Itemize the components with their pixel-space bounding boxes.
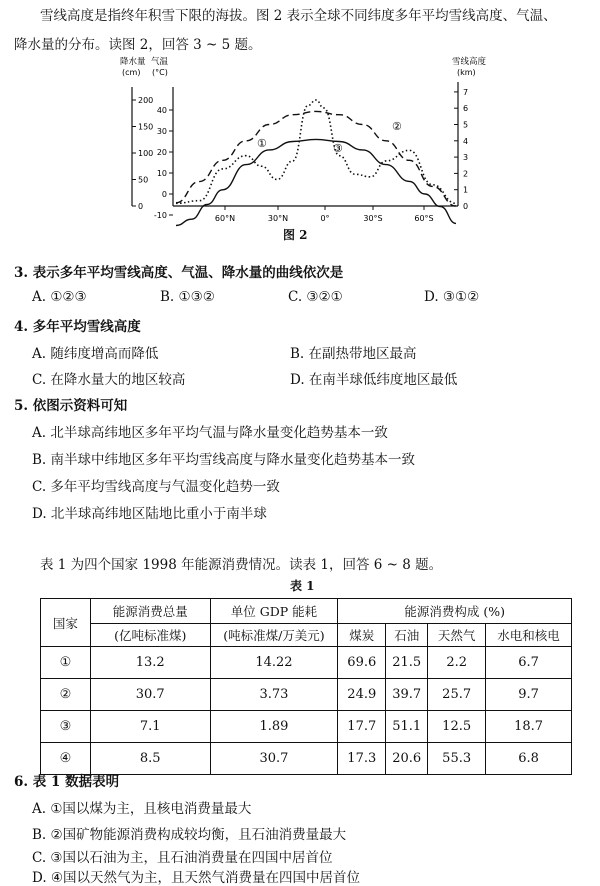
cell-gdp: 14.22 xyxy=(210,647,338,679)
cell-coal: 17.3 xyxy=(338,743,386,775)
temp-ticks xyxy=(154,106,173,220)
figure-2-chart xyxy=(118,52,498,242)
q3-option-c[interactable]: C. ③②① xyxy=(288,289,343,305)
cell-country: ③ xyxy=(41,711,91,743)
snow-tick-label: 4 xyxy=(463,136,469,146)
precip-tick-label: 150 xyxy=(138,122,154,132)
intro-line-2: 降水量的分布。读图 2，回答 3 ~ 5 题。 xyxy=(14,37,262,53)
precip-tick-label: 200 xyxy=(138,96,154,105)
cell-country: ② xyxy=(41,679,91,711)
snow-tick-label: 5 xyxy=(463,120,469,130)
figure-caption: 图 2 xyxy=(283,228,308,242)
precip-ticks xyxy=(132,96,153,211)
temp-tick-label: 10 xyxy=(156,169,167,178)
header-gdp-2: (吨标准煤/万美元) xyxy=(210,624,338,647)
cell-country: ④ xyxy=(41,743,91,775)
cell-gdp: 1.89 xyxy=(210,711,338,743)
q4-option-a[interactable]: A. 随纬度增高而降低 xyxy=(32,346,159,362)
snow-tick-label: 7 xyxy=(463,87,469,97)
q3-option-a[interactable]: A. ①②③ xyxy=(32,289,87,305)
cell-country: ① xyxy=(41,647,91,679)
x-tick-label: 30°S xyxy=(363,214,383,223)
intro-line-1: 雪线高度是指终年积雪下限的海拔。图 2 表示全球不同纬度多年平均雪线高度、气温、 xyxy=(40,8,557,24)
cell-total: 30.7 xyxy=(90,679,210,711)
q4-stem: 4. 多年平均雪线高度 xyxy=(14,319,141,335)
header-hydro: 水电和核电 xyxy=(486,624,572,647)
cell-coal: 69.6 xyxy=(338,647,386,679)
q5-option-c[interactable]: C. 多年平均雪线高度与气温变化趋势一致 xyxy=(32,479,280,495)
x-tick-label: 60°S xyxy=(414,214,434,223)
q6-option-b[interactable]: B. ②国矿物能源消费构成较均衡，且石油消费量最大 xyxy=(32,827,347,843)
q6-option-a[interactable]: A. ①国以煤为主，且核电消费量最大 xyxy=(32,801,252,817)
cell-total: 8.5 xyxy=(90,743,210,775)
q6-option-d[interactable]: D. ④国以天然气为主，且天然气消费量在四国中居首位 xyxy=(32,870,361,886)
temp-tick-label: -10 xyxy=(153,211,167,220)
q3-option-b[interactable]: B. ①③② xyxy=(160,289,215,305)
table-intro: 表 1 为四个国家 1998 年能源消费情况。读表 1，回答 6 ~ 8 题。 xyxy=(40,557,443,573)
series-label-1: ① xyxy=(257,137,267,150)
precip-axis-label: 降水量 xyxy=(120,57,146,67)
header-oil: 石油 xyxy=(386,624,428,647)
cell-gas: 12.5 xyxy=(428,711,486,743)
table-row xyxy=(41,679,572,711)
cell-gas: 55.3 xyxy=(428,743,486,775)
q5-option-b[interactable]: B. 南半球中纬地区多年平均雪线高度与降水量变化趋势基本一致 xyxy=(32,452,416,468)
q4-option-c[interactable]: C. 在降水量大的地区较高 xyxy=(32,372,186,388)
header-gdp-1: 单位 GDP 能耗 xyxy=(210,599,338,624)
cell-coal: 24.9 xyxy=(338,679,386,711)
energy-table xyxy=(40,598,572,775)
table-row xyxy=(41,711,572,743)
x-ticks xyxy=(215,206,434,223)
header-gas: 天然气 xyxy=(428,624,486,647)
q5-option-d[interactable]: D. 北半球高纬地区陆地比重小于南半球 xyxy=(32,506,267,522)
temp-tick-label: 30 xyxy=(156,127,167,136)
cell-oil: 51.1 xyxy=(386,711,428,743)
cell-oil: 20.6 xyxy=(386,743,428,775)
q3-stem: 3. 表示多年平均雪线高度、气温、降水量的曲线依次是 xyxy=(14,265,344,281)
temp-axis-unit: (°C) xyxy=(152,68,168,77)
snow-tick-label: 2 xyxy=(463,169,469,179)
temp-tick-label: 20 xyxy=(156,148,167,157)
series-label-3: ③ xyxy=(333,142,343,155)
snowline-axis-unit: (km) xyxy=(457,68,476,77)
q6-stem: 6. 表 1 数据表明 xyxy=(14,774,120,790)
header-coal: 煤炭 xyxy=(338,624,386,647)
cell-hydro: 6.8 xyxy=(486,743,572,775)
x-tick-label: 30°N xyxy=(267,214,289,223)
series-lines xyxy=(176,100,456,226)
temp-tick-label: 40 xyxy=(156,106,167,115)
snow-ticks xyxy=(454,88,468,211)
x-tick-label: 60°N xyxy=(214,214,236,223)
q4-option-d[interactable]: D. 在南半球低纬度地区最低 xyxy=(290,372,458,388)
precip-axis-unit: (cm) xyxy=(122,68,141,77)
table-title: 表 1 xyxy=(290,579,315,593)
cell-total: 7.1 xyxy=(90,711,210,743)
cell-gdp: 30.7 xyxy=(210,743,338,775)
snow-tick-label: 6 xyxy=(463,104,469,114)
snow-tick-label: 1 xyxy=(463,185,469,195)
q5-stem: 5. 依图示资料可知 xyxy=(14,398,128,414)
precip-tick-label: 50 xyxy=(138,175,149,185)
cell-oil: 21.5 xyxy=(386,647,428,679)
temp-axis-label: 气温 xyxy=(151,57,169,67)
temp-tick-label: 0 xyxy=(161,190,167,199)
table-row xyxy=(41,743,572,775)
cell-gdp: 3.73 xyxy=(210,679,338,711)
cell-total: 13.2 xyxy=(90,647,210,679)
cell-gas: 2.2 xyxy=(428,647,486,679)
series-line-1 xyxy=(176,139,456,225)
snow-tick-label: 0 xyxy=(463,202,469,211)
q3-option-d[interactable]: D. ③①② xyxy=(424,289,480,305)
header-country: 国家 xyxy=(41,599,91,647)
header-total-1: 能源消费总量 xyxy=(90,599,210,624)
cell-gas: 25.7 xyxy=(428,679,486,711)
q6-option-c[interactable]: C. ③国以石油为主，且石油消费量在四国中居首位 xyxy=(32,850,333,866)
q4-option-b[interactable]: B. 在副热带地区最高 xyxy=(290,346,417,362)
header-total-2: (亿吨标准煤) xyxy=(90,624,210,647)
precip-tick-label: 100 xyxy=(138,149,154,158)
x-tick-label: 0° xyxy=(320,214,330,223)
cell-hydro: 6.7 xyxy=(486,647,572,679)
header-structure: 能源消费构成 (%) xyxy=(338,599,572,624)
cell-hydro: 18.7 xyxy=(486,711,572,743)
series-line-3 xyxy=(176,100,456,203)
q5-option-a[interactable]: A. 北半球高纬地区多年平均气温与降水量变化趋势基本一致 xyxy=(32,425,388,441)
cell-hydro: 9.7 xyxy=(486,679,572,711)
cell-coal: 17.7 xyxy=(338,711,386,743)
series-label-2: ② xyxy=(392,120,402,133)
precip-tick-label: 0 xyxy=(138,202,144,211)
cell-oil: 39.7 xyxy=(386,679,428,711)
snow-tick-label: 3 xyxy=(463,153,469,163)
table-row xyxy=(41,647,572,679)
snowline-axis-label: 雪线高度 xyxy=(452,57,487,67)
